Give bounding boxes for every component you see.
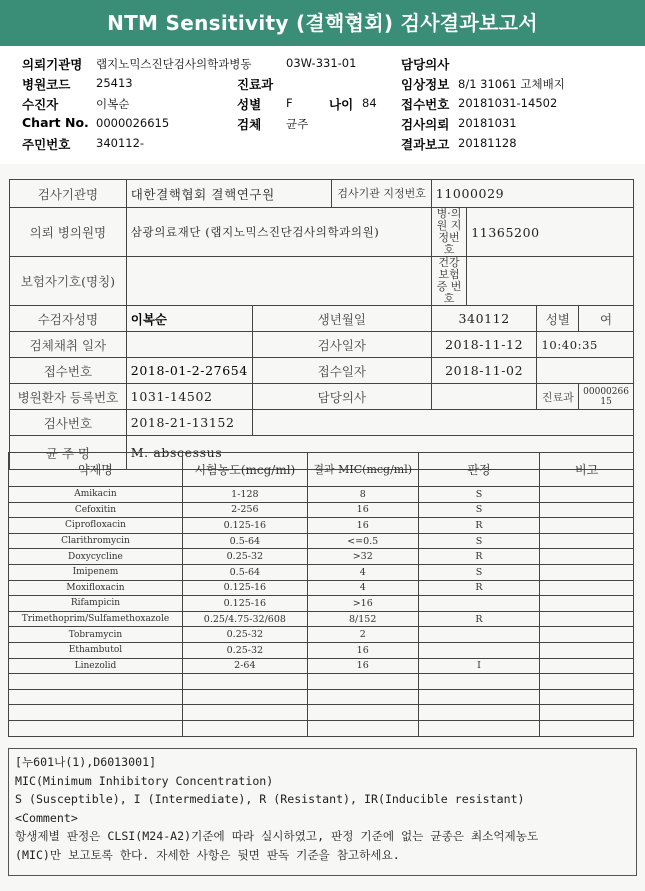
drug-name: Ethambutol [9,642,183,658]
hospital-code-label: 병원코드 [22,77,71,92]
note [540,674,634,690]
mic-value [307,689,418,705]
rrn-label: 주민번호 [22,137,71,152]
patient-label: 수진자 [22,97,59,112]
receipt-label: 접수번호 [10,358,127,384]
note [540,689,634,705]
strain-label: 균 주 명 [10,436,127,470]
table-row [9,549,634,565]
drug-name [9,674,183,690]
note [540,596,634,612]
mic-value: <=0.5 [307,533,418,549]
mic-value [307,705,418,721]
table-row [9,564,634,580]
table-row [9,611,634,627]
test-range [182,705,307,721]
institution-label: 의뢰기관명 [22,57,83,72]
clinical-info-label: 임상정보 [401,77,450,92]
drug-name: Imipenem [9,564,183,580]
test-range: 0.25/4.75-32/608 [182,611,307,627]
judgement [418,674,540,690]
drug-name [9,689,183,705]
judgement: R [418,549,540,565]
sex-value-2: 여 [579,306,634,332]
test-range [182,674,307,690]
name-value: 이복순 [126,306,252,332]
hosp-no-value: 11365200 [467,208,634,257]
req-hosp-label: 의뢰 병의원명 [10,208,127,257]
judgement: R [418,580,540,596]
judgement: I [418,658,540,674]
collect-label: 검체채취 일자 [10,332,127,358]
rrn-value: 340112- [96,136,145,150]
drug-name: Doxycycline [9,549,183,565]
note [540,580,634,596]
report-label: 결과보고 [401,137,450,152]
mic-value: 16 [307,658,418,674]
ward-code: 03W-331-01 [286,56,357,70]
judgement [418,705,540,721]
specimen-info-table [9,179,634,470]
doctor-label-2: 담당의사 [252,384,431,410]
chart-value: 0000026615 [96,116,170,130]
receipt-date-label: 접수일자 [252,358,431,384]
sex-label-2: 성별 [537,306,579,332]
test-range: 0.5-64 [182,533,307,549]
comment-box [8,748,637,876]
receipt-value: 2018-01-2-27654 [126,358,252,384]
doctor-value [431,384,537,410]
judgement [418,689,540,705]
test-date-label: 검사일자 [252,332,431,358]
note [540,502,634,518]
test-range: 2-64 [182,658,307,674]
mic-value: >16 [307,596,418,612]
table-row [9,533,634,549]
note [540,487,634,503]
comment-legend: S (Susceptible), I (Intermediate), R (Resistant), IR(Inducible resistant) [15,792,525,806]
specimen-value: 균주 [286,117,309,131]
sex-label: 성별 [237,97,262,112]
reg-value: 1031-14502 [126,384,252,410]
table-row [9,487,634,503]
mic-value: 2 [307,627,418,643]
table-row [9,720,634,736]
table-row [9,627,634,643]
drug-name: Clarithromycin [9,533,183,549]
drug-name: Tobramycin [9,627,183,643]
health-ins-value [467,257,634,306]
collect-value [126,332,252,358]
drug-name: Moxifloxacin [9,580,183,596]
note [540,611,634,627]
table-row [9,580,634,596]
table-row [9,502,634,518]
note [540,627,634,643]
mic-value [307,720,418,736]
mic-value: 16 [307,642,418,658]
birth-value: 340112 [431,306,537,332]
test-range [182,689,307,705]
drug-name: Rifampicin [9,596,183,612]
table-row [9,658,634,674]
test-range: 0.25-32 [182,642,307,658]
header-drug: 약제명 [9,453,183,487]
note [540,705,634,721]
note [540,549,634,565]
age-label: 나이 [329,97,354,112]
test-range: 0.25-32 [182,627,307,643]
table-row [9,674,634,690]
table-row [9,642,634,658]
exam-no-value: 2018-21-13152 [126,410,252,436]
report-header [0,46,645,164]
test-range: 0.125-16 [182,518,307,534]
test-range: 0.5-64 [182,564,307,580]
birth-label: 생년월일 [252,306,431,332]
table-row [9,689,634,705]
test-range: 1-128 [182,487,307,503]
judgement: R [418,611,540,627]
mic-value: 4 [307,580,418,596]
comment-heading: <Comment> [15,810,78,825]
test-range: 0.25-32 [182,549,307,565]
judgement [418,642,540,658]
sex-value: F [286,96,293,110]
mic-value: 4 [307,564,418,580]
judgement: S [418,487,540,503]
drug-sensitivity-table [8,452,634,737]
mic-value [307,674,418,690]
insured-label: 보험자기호(명칭) [10,257,127,306]
judgement: S [418,533,540,549]
judgement [418,596,540,612]
judgement [418,720,540,736]
mic-value: 16 [307,518,418,534]
hosp-no-label: 병·의원 지정번호 [431,208,466,257]
hospital-code-value: 25413 [96,76,133,90]
drug-name: Cefoxitin [9,502,183,518]
chart-label: Chart No. [22,115,89,130]
dept-label: 진료과 [237,77,274,92]
comment-mic-definition: MIC(Minimum Inhibitory Concentration) [15,773,274,788]
judgement: S [418,502,540,518]
strain-value: M. abscessus [126,436,633,470]
patient-value: 이복순 [96,97,130,111]
test-date-value: 2018-11-12 [431,332,537,358]
specimen-label: 검체 [237,117,262,132]
judgement [418,627,540,643]
age-value: 84 [362,96,377,110]
drug-name: Ciprofloxacin [9,518,183,534]
note [540,642,634,658]
mic-value: >32 [307,549,418,565]
mic-value: 8 [307,487,418,503]
drug-name: Linezolid [9,658,183,674]
request-value: 20181031 [458,116,517,130]
insured-value [126,257,431,306]
receipt-no-label: 접수번호 [401,97,450,112]
note [540,658,634,674]
table-row [9,518,634,534]
dept-label-2: 진료과 [537,384,579,410]
lab-no-value: 11000029 [431,180,633,208]
note [540,518,634,534]
comment-code: [누601나(1),D6013001] [15,755,157,769]
comment-text-2: (MIC)만 보고토록 한다. 자세한 사항은 뒷면 판독 기준을 참고하세요. [15,847,400,862]
header-mic: 결과 MIC(mcg/ml) [307,453,418,487]
test-range: 0.125-16 [182,596,307,612]
req-hosp-value: 삼광의료재단 (랩지노믹스진단검사의학과의원) [126,208,431,257]
note [540,564,634,580]
drug-name [9,720,183,736]
lab-no-label: 검사기관 지정번호 [332,180,431,208]
drug-name [9,705,183,721]
test-time-value: 10:40:35 [537,332,634,358]
drug-name: Trimethoprim/Sulfamethoxazole [9,611,183,627]
request-label: 검사의뢰 [401,117,450,132]
drug-name: Amikacin [9,487,183,503]
receipt-no-value: 20181031-14502 [458,96,558,110]
institution-value: 랩지노믹스진단검사의학과병동 [96,57,252,71]
test-range: 2-256 [182,502,307,518]
report-title: NTM Sensitivity (결핵협회) 검사결과보고서 [0,0,645,46]
note [540,533,634,549]
table-row [9,705,634,721]
clinical-info-value: 8/1 31061 고체배지 [458,77,565,91]
mic-value: 16 [307,502,418,518]
report-value: 20181128 [458,136,517,150]
exam-no-label: 검사번호 [10,410,127,436]
lab-name-value: 대한결핵협회 결핵연구원 [126,180,332,208]
table-row [9,596,634,612]
comment-text-1: 항생제별 판정은 CLSI(M24-A2)기준에 따라 실시하였고, 판정 기준에 없는 균종은 최소억제농도 [15,829,539,843]
test-range: 0.125-16 [182,580,307,596]
header-judge: 판정 [418,453,540,487]
header-note: 비고 [540,453,634,487]
doctor-label: 담당의사 [401,57,450,72]
reg-label: 병원환자 등록번호 [10,384,127,410]
mic-value: 8/152 [307,611,418,627]
note [540,720,634,736]
health-ins-label: 건강보험 증 번 호 [431,257,466,306]
judgement: S [418,564,540,580]
receipt-date-value: 2018-11-02 [431,358,537,384]
header-range: 시험농도(mcg/ml) [182,453,307,487]
judgement: R [418,518,540,534]
name-label: 수검자성명 [10,306,127,332]
lab-name-label: 검사기관명 [10,180,127,208]
dept-value: 00000266 15 [579,384,634,410]
test-range [182,720,307,736]
